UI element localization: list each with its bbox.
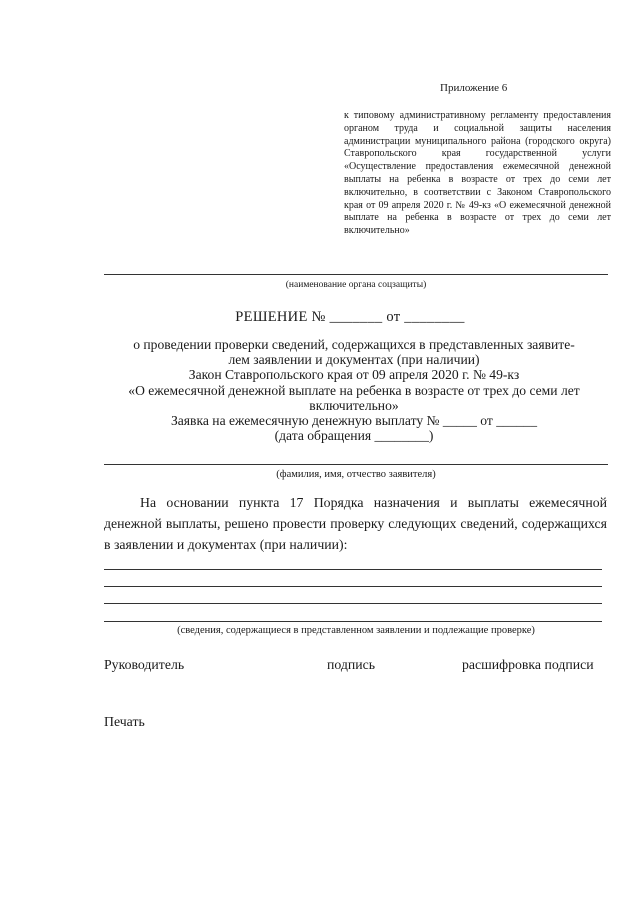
decision-line-1: о проведении проверки сведений, содержащихся в представленных заявите- [133,337,575,352]
decision-line-5: включительно» [309,397,399,413]
decision-line-6: Заявка на ежемесячную денежную выплату № _____ от ______ [170,413,538,429]
signature-decode-label: расшифровка подписи [462,657,594,672]
decision-line-7: (дата обращения ________) [274,428,434,444]
info-line-3 [104,603,602,604]
decision-line-3: Закон Ставропольского края от 09 апреля 2020 г. № 49-кз [188,367,520,383]
decision-line-4: «О ежемесячной денежной выплате на ребенка в возрасте от трех до семи лет [128,382,580,398]
appendix-title: Приложение 6 [440,82,508,94]
signature-label: подпись [327,657,376,672]
head-label: Руководитель [104,657,185,672]
stamp-label: Печать [104,714,145,729]
basis-paragraph [104,492,607,555]
info-line-2 [104,586,602,587]
info-line-4 [104,621,602,622]
decision-heading: РЕШЕНИЕ № _______ от ________ [235,309,465,325]
org-name-line [104,274,608,275]
org-name-caption: (наименование органа соцзащиты) [285,280,427,290]
applicant-name-line [104,464,608,465]
decision-details [104,337,604,443]
basis-text: На основании пункта 17 Порядка назначения и выплаты ежемесячной денежной выплаты, решено провести проверку следующих сведений, содержащихся в заявлении и документах (при наличии): [104,495,607,552]
appendix-note: к типовому административному регламенту предоставления органом труда и социальной защиты населения администрации муниципального района (городского округа) Ставропольского края государственной услуги «Осуществление предоставления ежемесячной денежной выплаты на ребенка в возрасте от трех до семи лет включительно, в соответствии с Законом Ставропольского края от 09 апреля 2020 г. № 49-кз «О ежемесячной денежной выплате на ребенка в возрасте от трех до семи лет включительно» [344,110,611,237]
info-line-1 [104,569,602,570]
decision-line-2: лем заявлении и документах (при наличии) [228,352,480,368]
applicant-name-caption: (фамилия, имя, отчество заявителя) [276,469,436,480]
info-caption: (сведения, содержащиеся в представленном заявлении и подлежащие проверке) [177,625,535,636]
